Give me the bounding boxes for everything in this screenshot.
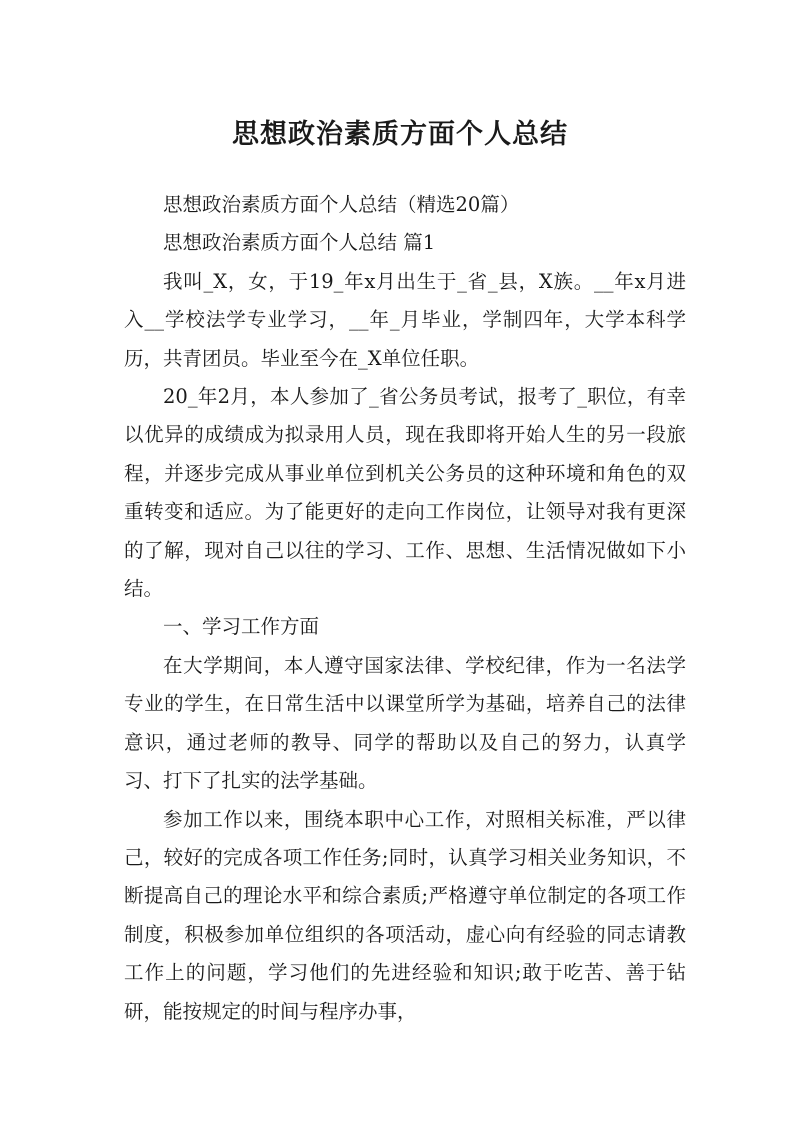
paragraph-work: 参加工作以来，围绕本职中心工作，对照相关标准，严以律己，较好的完成各项工作任务;同时，认真学习相关业务知识，不断提高自己的理论水平和综合素质;严格遵守单位制定的各项工作制度，积极参加单位组织的各项活动，虚心向有经验的同志请教工作上的问题，学习他们的先进经验和知识;敢于吃苦、善于钻研，能按规定的时间与程序办事， (124, 807, 686, 1023)
paragraph-introduction: 我叫_X，女，于19_年x月出生于_省_县，X族。__年x月进入__学校法学专业学习，__年_月毕业，学制四年，大学本科学历，共青团员。毕业至今在_X单位任职。 (124, 269, 686, 370)
document-body (124, 186, 686, 1031)
paragraph-heading-study-work: 一、学习工作方面 (163, 615, 320, 639)
document-title: 思想政治素质方面个人总结 (232, 119, 568, 151)
paragraph-university: 在大学期间，本人遵守国家法律、学校纪律，作为一名法学专业的学生，在日常生活中以课堂所学为基础，培养自己的法律意识，通过老师的教导、同学的帮助以及自己的努力，认真学习、打下了扎实的法学基础。 (124, 653, 686, 793)
paragraph-exam: 20_年2月，本人参加了_省公务员考试，报考了_职位，有幸以优异的成绩成为拟录用人员，现在我即将开始人生的另一段旅程，并逐步完成从事业单位到机关公务员的这种环境和角色的双重转变和适应。为了能更好的走向工作岗位，让领导对我有更深的了解，现对自己以往的学习、工作、思想、生活情况做如下小结。 (124, 385, 686, 601)
paragraph-subtitle: 思想政治素质方面个人总结（精选20篇） (163, 193, 520, 216)
paragraph-section-heading: 思想政治素质方面个人总结 篇1 (163, 231, 436, 255)
